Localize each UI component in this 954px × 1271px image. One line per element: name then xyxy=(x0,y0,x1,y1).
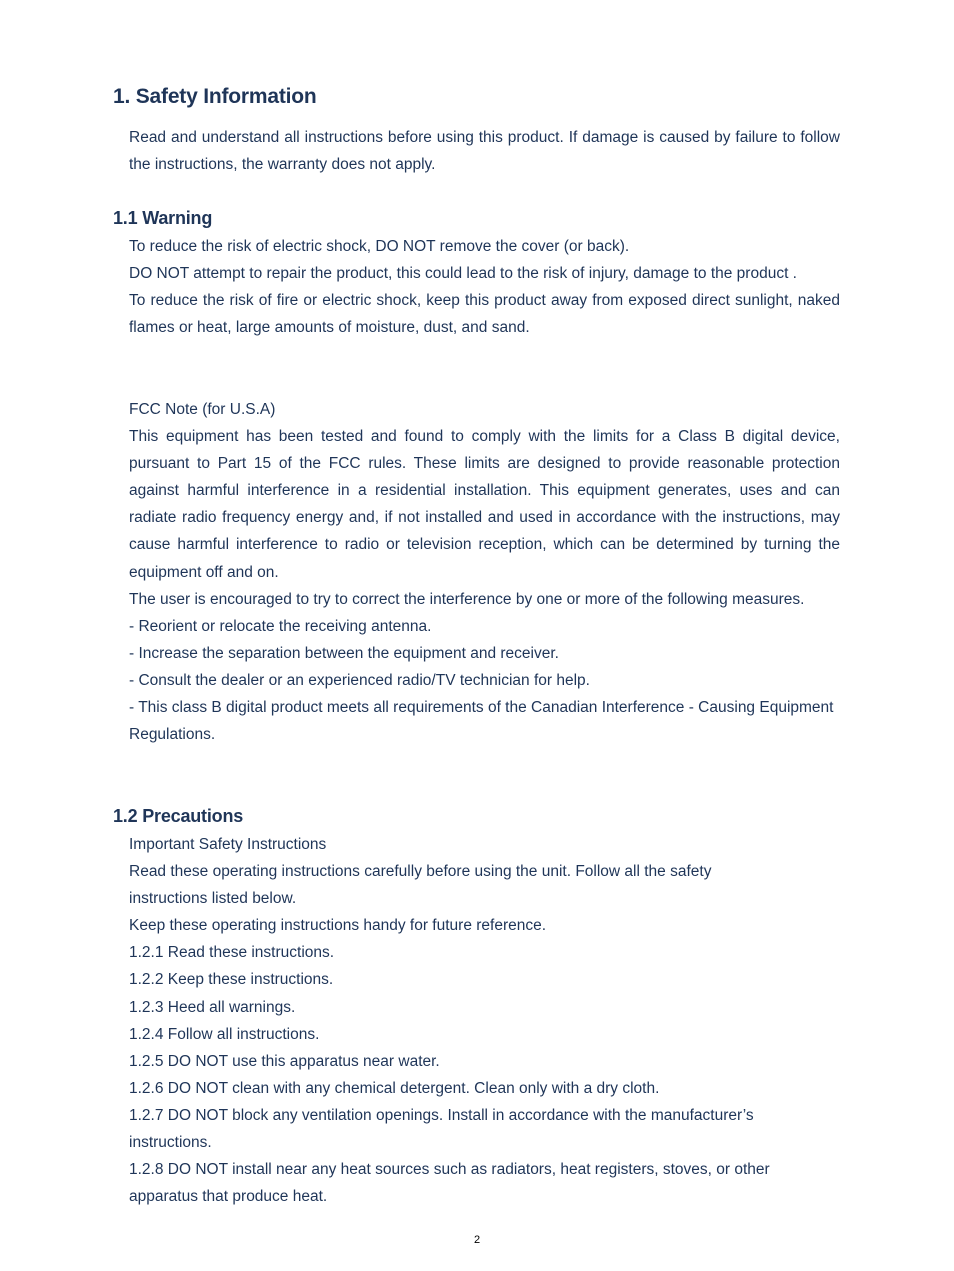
page-number: 2 xyxy=(473,1234,481,1246)
precaution-item: 1.2.8 DO NOT install near any heat sources such as radiators, heat registers, stoves, or other apparatus that produce heat. xyxy=(129,1161,770,1206)
warning-paragraph: DO NOT attempt to repair the product, this could lead to the risk of injury, damage to the product . xyxy=(129,265,797,283)
precaution-item: 1.2.3 Heed all warnings. xyxy=(129,998,296,1016)
precautions-subtitle: Important Safety Instructions xyxy=(129,836,327,853)
warning-paragraph: To reduce the risk of fire or electric shock, keep this product away from exposed direct sunlight, naked flames or heat, large amounts of moisture, dust, and sand. xyxy=(129,292,840,337)
precaution-item: 1.2.7 DO NOT block any ventilation openings. Install in accordance with the manufacturer’s instructions. xyxy=(129,1106,754,1152)
precaution-item: 1.2.1 Read these instructions. xyxy=(129,944,335,962)
precaution-item: 1.2.2 Keep these instructions. xyxy=(129,971,334,989)
safety-intro xyxy=(129,124,840,178)
fcc-measure-item: - Consult the dealer or an experienced radio/TV technician for help. xyxy=(129,671,590,689)
section-title-precautions: 1.2 Precautions xyxy=(113,806,244,826)
safety-intro-paragraph: Read and understand all instructions before using this product. If damage is caused by failure to follow the instructions, the warranty does not apply. xyxy=(129,129,840,174)
precautions-intro-paragraph: Keep these operating instructions handy for future reference. xyxy=(129,917,547,935)
fcc-note-title: FCC Note (for U.S.A) xyxy=(129,401,276,418)
precaution-item: 1.2.6 DO NOT clean with any chemical detergent. Clean only with a dry cloth. xyxy=(129,1079,660,1097)
fcc-measure-item: - Increase the separation between the equipment and receiver. xyxy=(129,644,559,662)
precaution-item: 1.2.5 DO NOT use this apparatus near water. xyxy=(129,1052,440,1070)
fcc-block xyxy=(129,396,840,748)
section-title-warning: 1.1 Warning xyxy=(113,208,213,228)
warning-block xyxy=(129,233,840,341)
fcc-measure-item: - Reorient or relocate the receiving antenna. xyxy=(129,617,432,635)
precautions-intro-paragraph: Read these operating instructions carefully before using the unit. Follow all the safety instructions listed below. xyxy=(129,863,712,908)
fcc-measure-item: - This class B digital product meets all requirements of the Canadian Interference - Causing Equipment Regulations. xyxy=(129,699,834,744)
warning-paragraph: To reduce the risk of electric shock, DO NOT remove the cover (or back). xyxy=(129,238,630,255)
fcc-paragraph: The user is encouraged to try to correct the interference by one or more of the following measures. xyxy=(129,590,805,608)
section-title-safety-information: 1. Safety Information xyxy=(113,85,317,108)
fcc-paragraph: This equipment has been tested and found to comply with the limits for a Class B digital device, pursuant to Part 15 of the FCC rules. These limits are designed to provide reasonable protection against harmful interference in a residential installation. This equipment generates, uses and can radiate radio frequency energy and, if not installed and used in accordance with the instructions, may cause harmful interference to radio or television reception, which can be determined by turning the equipment off and on. xyxy=(129,428,840,581)
precautions-block xyxy=(129,831,840,1210)
precaution-item: 1.2.4 Follow all instructions. xyxy=(129,1025,320,1043)
